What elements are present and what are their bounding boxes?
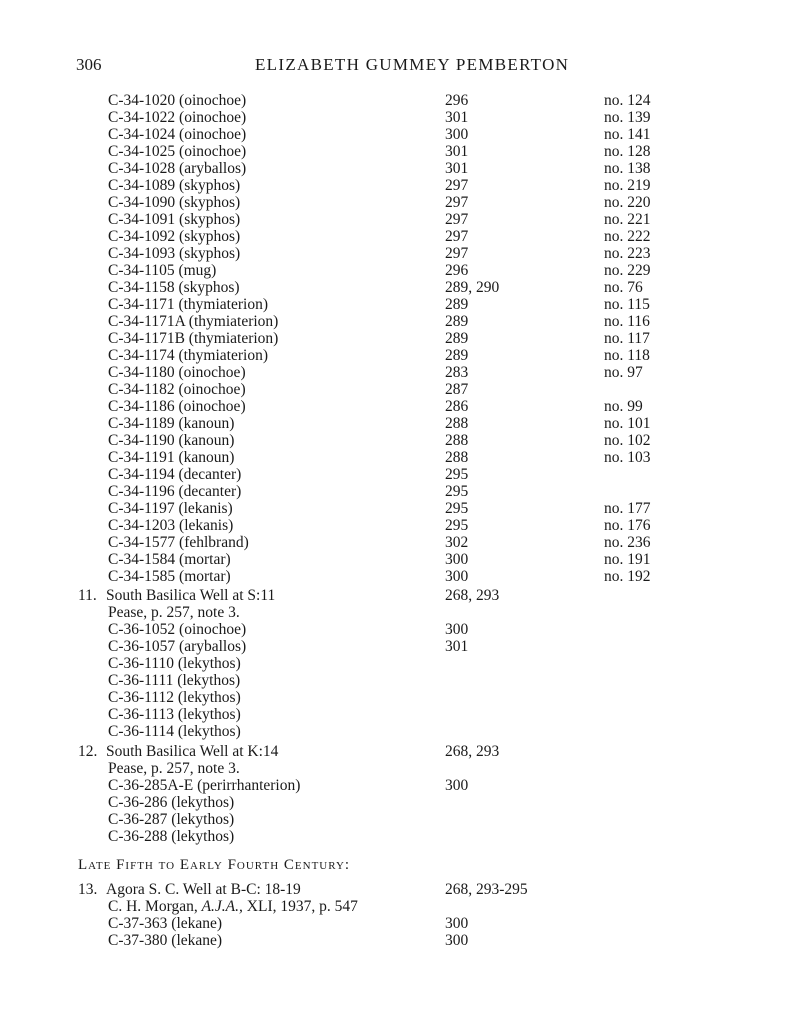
- index-row: C-36-1057 (aryballos) 301: [108, 638, 469, 655]
- index-row: C-34-1189 (kanoun) 288 no. 101: [108, 415, 651, 432]
- index-row: C-37-380 (lekane) 300: [108, 932, 469, 949]
- index-row: C-34-1171B (thymiaterion) 289 no. 117: [108, 330, 650, 347]
- index-row: C-34-1182 (oinochoe) 287: [108, 381, 469, 398]
- index-row: C-36-1114 (lekythos): [108, 723, 241, 740]
- index-row: C-34-1022 (oinochoe) 301 no. 139: [108, 109, 651, 126]
- index-row: C-34-1093 (skyphos) 297 no. 223: [108, 245, 651, 262]
- page-number: 306: [76, 55, 102, 74]
- group-heading: 12. South Basilica Well at K:14 268, 293: [78, 743, 500, 760]
- index-row: C-34-1105 (mug) 296 no. 229: [108, 262, 651, 279]
- index-row: C-34-1171 (thymiaterion) 289 no. 115: [108, 296, 650, 313]
- index-row: C-34-1020 (oinochoe) 296 no. 124: [108, 92, 651, 109]
- index-row: C-36-286 (lekythos): [108, 794, 235, 811]
- index-row: C-34-1025 (oinochoe) 301 no. 128: [108, 143, 651, 160]
- index-row: C-34-1091 (skyphos) 297 no. 221: [108, 211, 651, 228]
- index-row: C-36-1113 (lekythos): [108, 706, 241, 723]
- group-reference: Pease, p. 257, note 3.: [108, 604, 240, 621]
- index-row: C-34-1089 (skyphos) 297 no. 219: [108, 177, 651, 194]
- running-head: ELIZABETH GUMMEY PEMBERTON: [255, 55, 570, 74]
- reference-journal: A.J.A.,: [201, 898, 243, 915]
- index-row: C-34-1191 (kanoun) 288 no. 103: [108, 449, 651, 466]
- index-row: C-34-1585 (mortar) 300 no. 192: [108, 568, 651, 585]
- index-row: C-34-1171A (thymiaterion) 289 no. 116: [108, 313, 650, 330]
- group-reference: Pease, p. 257, note 3.: [108, 760, 240, 777]
- index-row: C-34-1197 (lekanis) 295 no. 177: [108, 500, 651, 517]
- index-row: C-34-1174 (thymiaterion) 289 no. 118: [108, 347, 650, 364]
- index-row: C-36-285A-E (perirrhanterion) 300: [108, 777, 469, 794]
- index-row: C-34-1203 (lekanis) 295 no. 176: [108, 517, 651, 534]
- index-row: C-34-1196 (decanter) 295: [108, 483, 469, 500]
- group-heading: 11. South Basilica Well at S:11 268, 293: [78, 587, 500, 604]
- reference-author: C. H. Morgan,: [108, 898, 198, 915]
- index-row: C-34-1584 (mortar) 300 no. 191: [108, 551, 651, 568]
- index-row: C-36-1110 (lekythos): [108, 655, 241, 672]
- index-row: C-34-1024 (oinochoe) 300 no. 141: [108, 126, 651, 143]
- index-row: C-34-1194 (decanter) 295: [108, 466, 469, 483]
- index-row: C-34-1092 (skyphos) 297 no. 222: [108, 228, 651, 245]
- index-row: C-34-1190 (kanoun) 288 no. 102: [108, 432, 651, 449]
- index-row: C-36-288 (lekythos): [108, 828, 235, 845]
- index-row: C-36-1112 (lekythos): [108, 689, 241, 706]
- group-heading: 13. Agora S. C. Well at B-C: 18-19 268, 293-295: [78, 881, 528, 898]
- index-row: C-34-1090 (skyphos) 297 no. 220: [108, 194, 651, 211]
- index-row: C-37-363 (lekane) 300: [108, 915, 469, 932]
- index-row: C-36-287 (lekythos): [108, 811, 235, 828]
- index-row: C-34-1028 (aryballos) 301 no. 138: [108, 160, 651, 177]
- reference-details: XLI, 1937, p. 547: [246, 898, 358, 915]
- index-row: C-36-1052 (oinochoe) 300: [108, 621, 469, 638]
- index-row: C-34-1158 (skyphos) 289, 290 no. 76: [108, 279, 643, 296]
- index-row: C-34-1577 (fehlbrand) 302 no. 236: [108, 534, 651, 551]
- index-row: C-36-1111 (lekythos): [108, 672, 241, 689]
- group-reference: [0, 898, 794, 915]
- index-row: C-34-1180 (oinochoe) 283 no. 97: [108, 364, 643, 381]
- section-heading: Late Fifth to Early Fourth Century:: [78, 857, 351, 873]
- index-row: C-34-1186 (oinochoe) 286 no. 99: [108, 398, 643, 415]
